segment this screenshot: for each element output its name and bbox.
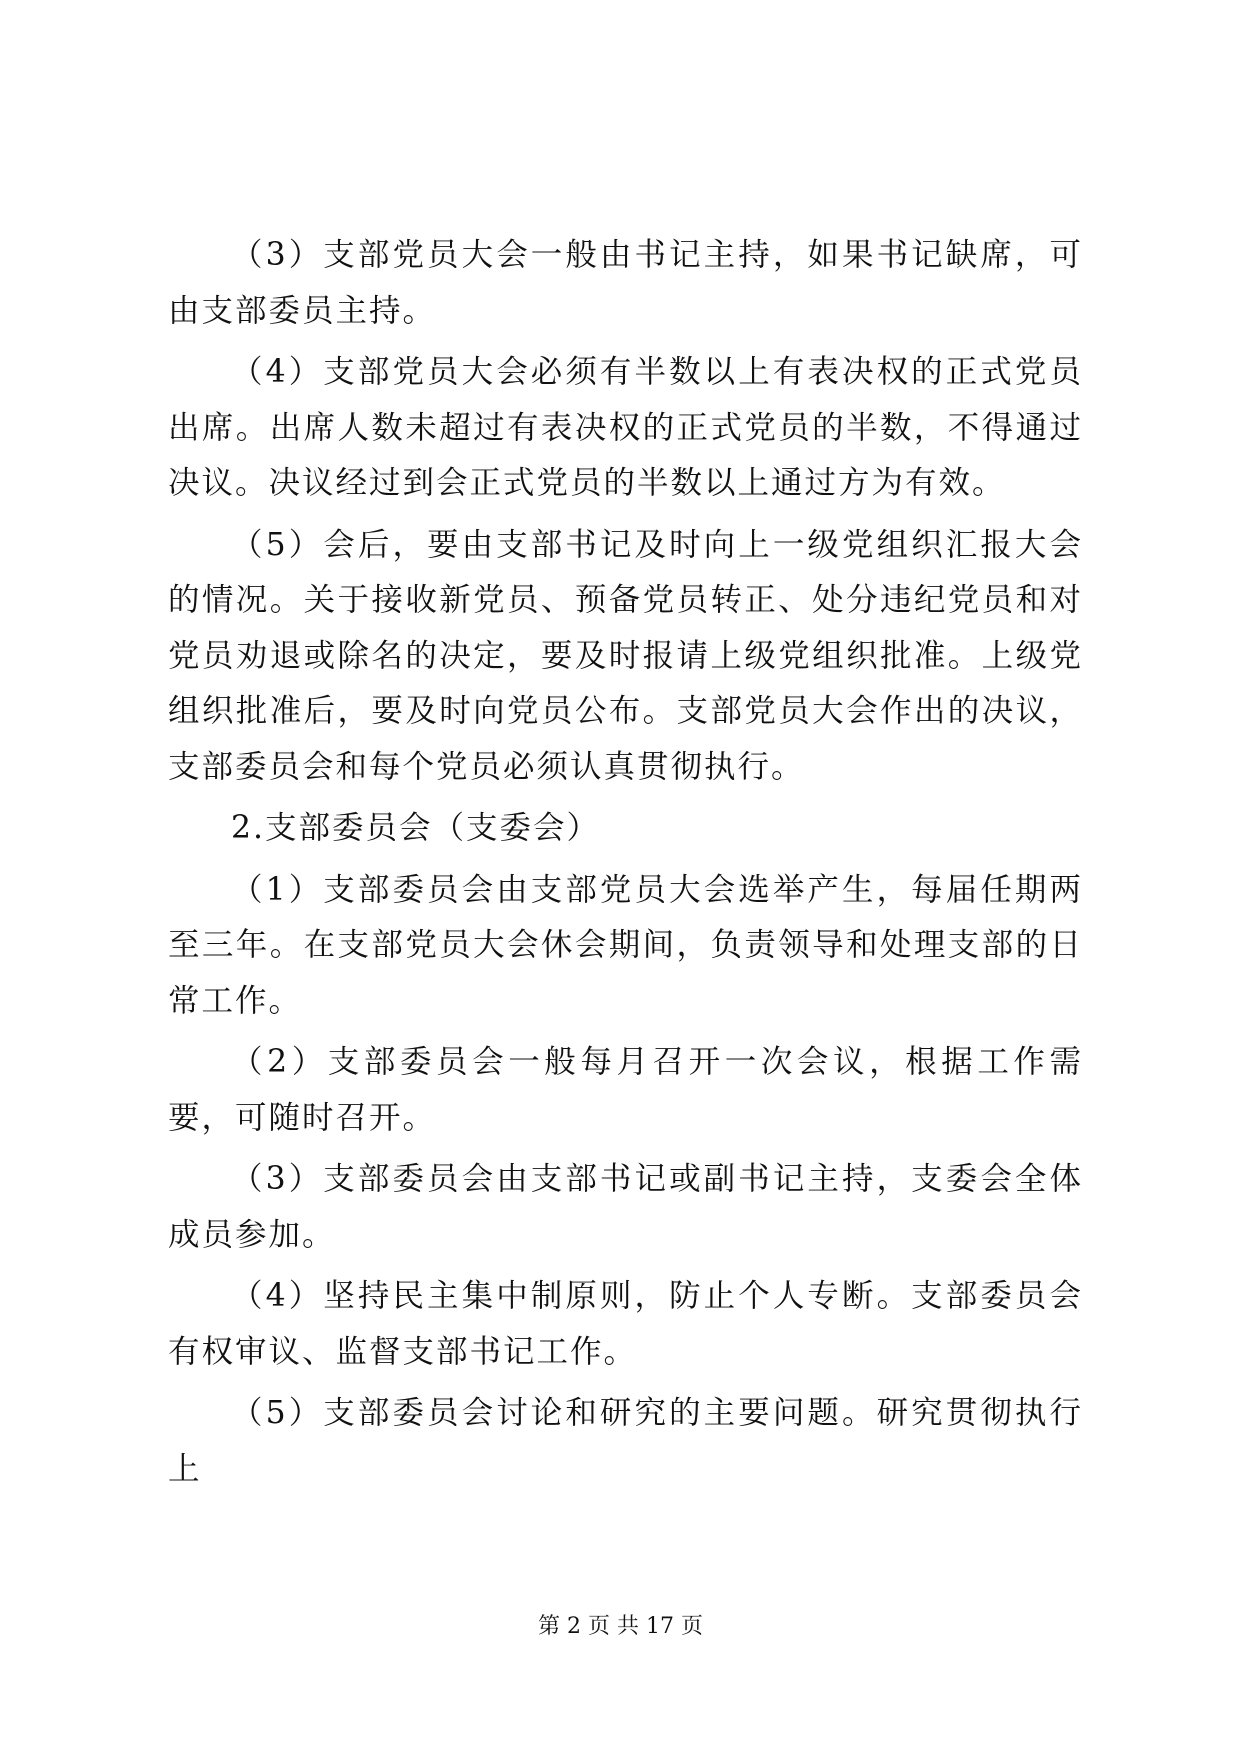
page-number-footer: 第 2 页 共 17 页 [538, 1614, 703, 1639]
paragraph-democratic-centralism: （4）坚持民主集中制原则，防止个人专断。支部委员会有权审议、监督支部书记工作。 [168, 1278, 1083, 1370]
paragraph-quorum: （4）支部党员大会必须有半数以上有表决权的正式党员出席。出席人数未超过有表决权的正式党员的半数，不得通过决议。决议经过到会正式党员的半数以上通过方为有效。 [168, 354, 1083, 501]
paragraph-after-meeting: （5）会后，要由支部书记及时向上一级党组织汇报大会的情况。关于接收新党员、预备党员转正、处分违纪党员和对党员劝退或除名的决定，要及时报请上级党组织批准。上级党组织批准后，要及时向党员公布。支部党员大会作出的决议，支部委员会和每个党员必须认真贯彻执行。 [168, 526, 1083, 785]
paragraph-committee-election: （1）支部委员会由支部党员大会选举产生，每届任期两至三年。在支部党员大会休会期间，负责领导和处理支部的日常工作。 [168, 871, 1083, 1019]
paragraph-meeting-chair: （3）支部党员大会一般由书记主持，如果书记缺席，可由支部委员主持。 [168, 237, 1083, 329]
section-heading-branch-committee: 2.支部委员会（支委会） [231, 810, 601, 846]
paragraph-committee-topics: （5）支部委员会讨论和研究的主要问题。研究贯彻执行上 [168, 1395, 1083, 1487]
paragraph-committee-monthly-meeting: （2）支部委员会一般每月召开一次会议，根据工作需要，可随时召开。 [168, 1044, 1083, 1136]
paragraph-committee-chair: （3）支部委员会由支部书记或副书记主持，支委会全体成员参加。 [168, 1161, 1083, 1253]
document-body [168, 228, 1083, 1503]
